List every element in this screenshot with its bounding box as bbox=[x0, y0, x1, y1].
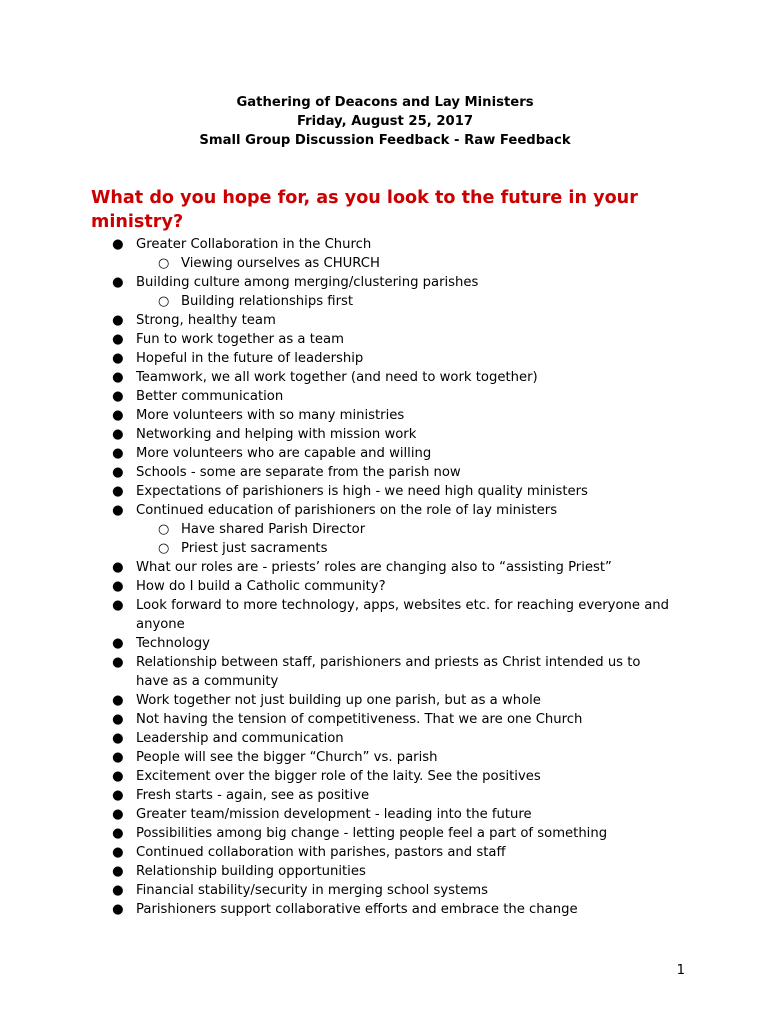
list-item bbox=[0, 691, 676, 710]
bullet-icon: ● bbox=[112, 598, 124, 613]
list-item bbox=[0, 786, 676, 805]
list-item-text: Technology bbox=[136, 636, 210, 651]
list-item-text: Building culture among merging/clustering parishes bbox=[136, 275, 479, 290]
sub-list-item-text: Have shared Parish Director bbox=[181, 522, 366, 537]
list-item-text: How do I build a Catholic community? bbox=[136, 579, 386, 594]
list-item bbox=[0, 368, 676, 387]
list-item-text: What our roles are - priests’ roles are changing also to “assisting Priest” bbox=[136, 560, 612, 575]
list-item-text: Continued collaboration with parishes, pastors and staff bbox=[136, 845, 506, 860]
list-item-text: Fresh starts - again, see as positive bbox=[136, 788, 370, 803]
bullet-icon: ● bbox=[112, 845, 124, 860]
list-item bbox=[0, 862, 676, 881]
list-item bbox=[0, 444, 676, 463]
bullet-icon: ● bbox=[112, 332, 124, 347]
list-item-text: Excitement over the bigger role of the laity. See the positives bbox=[136, 769, 541, 784]
list-item bbox=[0, 634, 676, 653]
document-header bbox=[0, 93, 770, 150]
bullet-icon: ● bbox=[112, 427, 124, 442]
page-number: 1 bbox=[676, 963, 685, 978]
list-item-text: Look forward to more technology, apps, websites etc. for reaching everyone and anyone bbox=[136, 598, 670, 632]
bullet-icon: ● bbox=[112, 902, 124, 917]
list-item bbox=[0, 425, 676, 444]
sub-list-item-text: Viewing ourselves as CHURCH bbox=[181, 256, 380, 271]
list-item-text: Greater team/mission development - leading into the future bbox=[136, 807, 532, 822]
sub-list-item bbox=[0, 292, 661, 311]
bullet-icon: ● bbox=[112, 389, 124, 404]
bullet-icon: ● bbox=[112, 807, 124, 822]
list-item bbox=[0, 501, 676, 520]
bullet-icon: ● bbox=[112, 864, 124, 879]
list-item-text: Greater Collaboration in the Church bbox=[136, 237, 372, 252]
list-item-text: Relationship between staff, parishioners and priests as Christ intended us to have as a community bbox=[136, 655, 641, 689]
list-item bbox=[0, 349, 676, 368]
bullet-icon: ● bbox=[112, 579, 124, 594]
list-item-text: Hopeful in the future of leadership bbox=[136, 351, 364, 366]
bullet-icon: ● bbox=[112, 750, 124, 765]
bullet-icon: ● bbox=[112, 275, 124, 290]
list-item bbox=[0, 805, 676, 824]
bullet-icon: ● bbox=[112, 351, 124, 366]
bullet-icon: ● bbox=[112, 693, 124, 708]
bullet-icon: ● bbox=[112, 237, 124, 252]
list-item bbox=[0, 311, 676, 330]
list-item-text: Expectations of parishioners is high - we need high quality ministers bbox=[136, 484, 588, 499]
bullet-icon: ● bbox=[112, 408, 124, 423]
list-item bbox=[0, 710, 676, 729]
section-heading: What do you hope for, as you look to the future in your ministry? bbox=[91, 188, 638, 232]
list-item bbox=[0, 235, 676, 254]
list-item bbox=[0, 748, 676, 767]
list-item-text: Relationship building opportunities bbox=[136, 864, 366, 879]
sub-bullet-icon: ○ bbox=[158, 541, 170, 556]
list-item bbox=[0, 881, 676, 900]
bullet-icon: ● bbox=[112, 313, 124, 328]
list-item bbox=[0, 729, 676, 748]
list-item-text: More volunteers with so many ministries bbox=[136, 408, 405, 423]
sub-list-item bbox=[0, 539, 661, 558]
list-item-text: Not having the tension of competitiveness. That we are one Church bbox=[136, 712, 583, 727]
list-item bbox=[0, 767, 676, 786]
feedback-list bbox=[0, 235, 770, 919]
sub-bullet-icon: ○ bbox=[158, 522, 170, 537]
bullet-icon: ● bbox=[112, 560, 124, 575]
bullet-icon: ● bbox=[112, 370, 124, 385]
list-item bbox=[0, 596, 676, 634]
bullet-icon: ● bbox=[112, 446, 124, 461]
list-item-text: Better communication bbox=[136, 389, 284, 404]
list-item-text: Work together not just building up one parish, but as a whole bbox=[136, 693, 541, 708]
list-item-text: Financial stability/security in merging school systems bbox=[136, 883, 489, 898]
list-item bbox=[0, 482, 676, 501]
header-date: Friday, August 25, 2017 bbox=[296, 114, 474, 129]
list-item-text: Teamwork, we all work together (and need to work together) bbox=[136, 370, 538, 385]
list-item-text: Networking and helping with mission work bbox=[136, 427, 417, 442]
list-item bbox=[0, 387, 676, 406]
sub-list-item-text: Building relationships first bbox=[181, 294, 354, 309]
bullet-icon: ● bbox=[112, 636, 124, 651]
sub-list-item bbox=[0, 254, 661, 273]
list-item-text: Fun to work together as a team bbox=[136, 332, 344, 347]
list-item-text: More volunteers who are capable and willing bbox=[136, 446, 432, 461]
bullet-icon: ● bbox=[112, 788, 124, 803]
sub-list-item-text: Priest just sacraments bbox=[181, 541, 328, 556]
list-item bbox=[0, 463, 676, 482]
list-item bbox=[0, 900, 676, 919]
list-item-text: Possibilities among big change - letting people feel a part of something bbox=[136, 826, 608, 841]
bullet-icon: ● bbox=[112, 503, 124, 518]
sub-bullet-icon: ○ bbox=[158, 294, 170, 309]
list-item-text: Leadership and communication bbox=[136, 731, 344, 746]
bullet-icon: ● bbox=[112, 731, 124, 746]
list-item bbox=[0, 577, 676, 596]
list-item-text: People will see the bigger “Church” vs. parish bbox=[136, 750, 438, 765]
list-item-text: Schools - some are separate from the parish now bbox=[136, 465, 461, 480]
bullet-icon: ● bbox=[112, 465, 124, 480]
list-item-text: Strong, healthy team bbox=[136, 313, 276, 328]
bullet-icon: ● bbox=[112, 655, 124, 670]
bullet-icon: ● bbox=[112, 883, 124, 898]
list-item bbox=[0, 558, 676, 577]
bullet-icon: ● bbox=[112, 712, 124, 727]
sub-bullet-icon: ○ bbox=[158, 256, 170, 271]
list-item bbox=[0, 653, 676, 691]
list-item bbox=[0, 843, 676, 862]
list-item bbox=[0, 330, 676, 349]
list-item-text: Parishioners support collaborative efforts and embrace the change bbox=[136, 902, 578, 917]
bullet-icon: ● bbox=[112, 769, 124, 784]
header-subtitle: Small Group Discussion Feedback - Raw Feedback bbox=[199, 133, 571, 148]
list-item bbox=[0, 406, 676, 425]
list-item bbox=[0, 273, 676, 292]
sub-list-item bbox=[0, 520, 661, 539]
header-title: Gathering of Deacons and Lay Ministers bbox=[236, 95, 534, 110]
list-item bbox=[0, 824, 676, 843]
bullet-icon: ● bbox=[112, 826, 124, 841]
list-item-text: Continued education of parishioners on the role of lay ministers bbox=[136, 503, 558, 518]
bullet-icon: ● bbox=[112, 484, 124, 499]
